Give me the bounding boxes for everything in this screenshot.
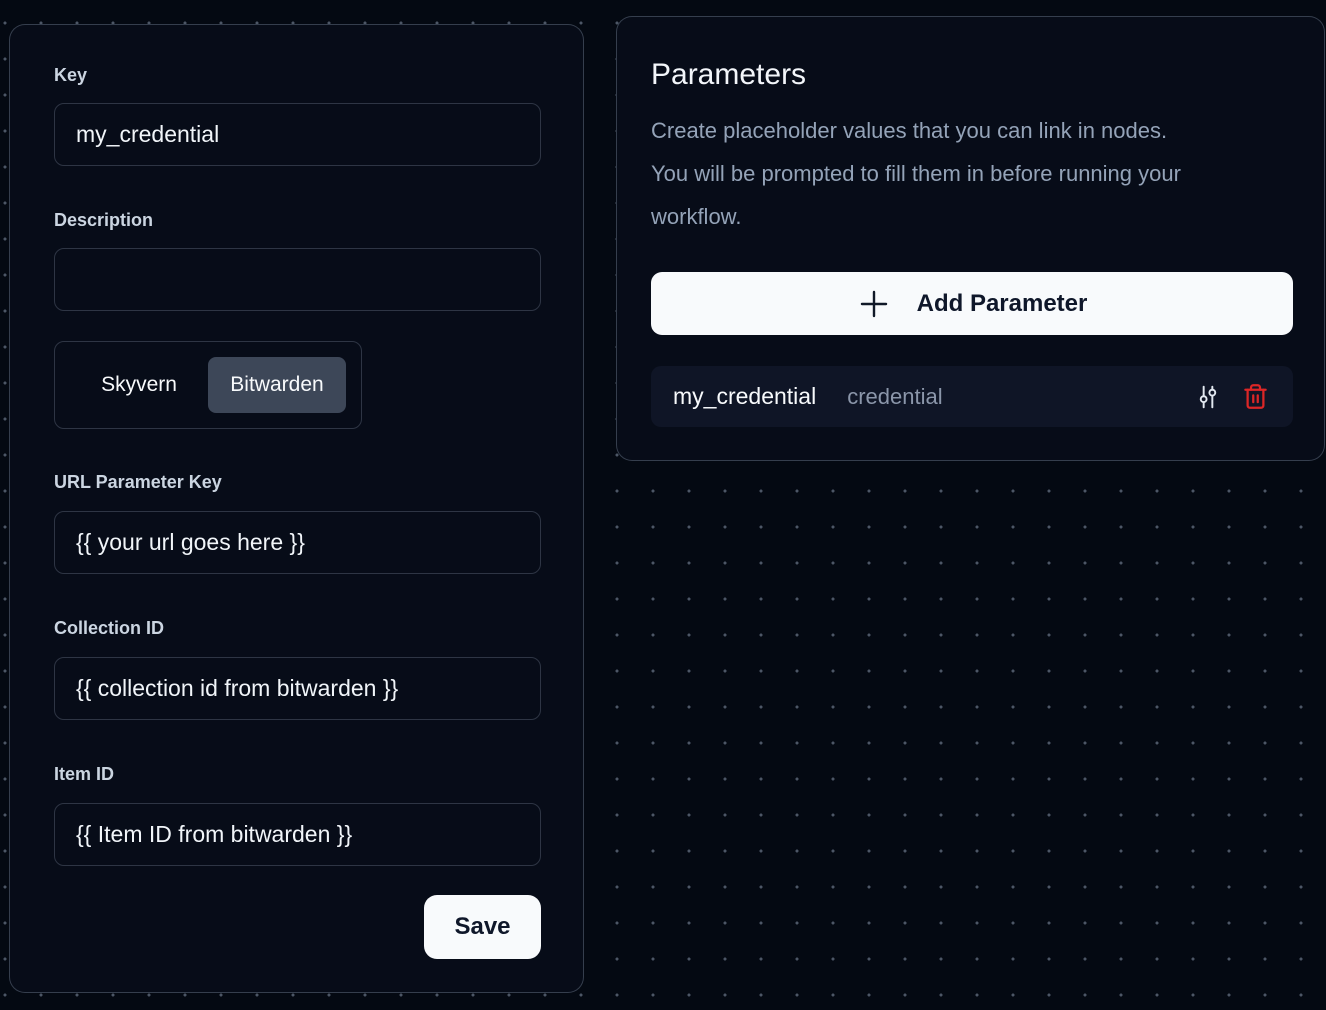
credential-source-toggle — [54, 341, 362, 429]
save-row — [54, 895, 541, 959]
edit-parameter-button[interactable] — [1195, 384, 1221, 410]
add-parameter-button[interactable] — [651, 272, 1293, 335]
sliders-icon — [1195, 384, 1221, 410]
parameters-description — [651, 109, 1293, 238]
url-parameter-key-input[interactable] — [54, 511, 541, 574]
parameters-panel — [616, 16, 1325, 461]
parameter-row — [651, 366, 1293, 427]
key-label: Key — [54, 65, 88, 85]
key-input[interactable] — [54, 103, 541, 166]
description-input[interactable] — [54, 248, 541, 311]
parameters-title: Parameters — [651, 58, 807, 91]
item-id-input[interactable] — [54, 803, 541, 866]
toggle-option-skyvern[interactable]: Skyvern — [70, 357, 208, 413]
trash-icon — [1242, 383, 1269, 410]
description-label: Description — [54, 210, 154, 230]
toggle-option-bitwarden[interactable]: Bitwarden — [208, 357, 346, 413]
parameters-description-line: You will be prompted to fill them in before running your — [651, 161, 1181, 186]
parameters-description-line: workflow. — [651, 204, 742, 229]
plus-icon — [857, 287, 891, 321]
collection-id-input[interactable] — [54, 657, 541, 720]
parameter-type: credential — [847, 383, 943, 409]
save-button[interactable]: Save — [424, 895, 541, 959]
collection-id-label: Collection ID — [54, 618, 165, 638]
add-parameter-label: Add Parameter — [916, 289, 1088, 317]
parameter-key: my_credential — [673, 383, 817, 409]
credential-form-panel — [9, 24, 584, 993]
item-id-label: Item ID — [54, 764, 115, 784]
delete-parameter-button[interactable] — [1242, 383, 1269, 410]
url-parameter-key-label: URL Parameter Key — [54, 472, 222, 492]
parameters-description-line: Create placeholder values that you can link in nodes. — [651, 118, 1168, 143]
